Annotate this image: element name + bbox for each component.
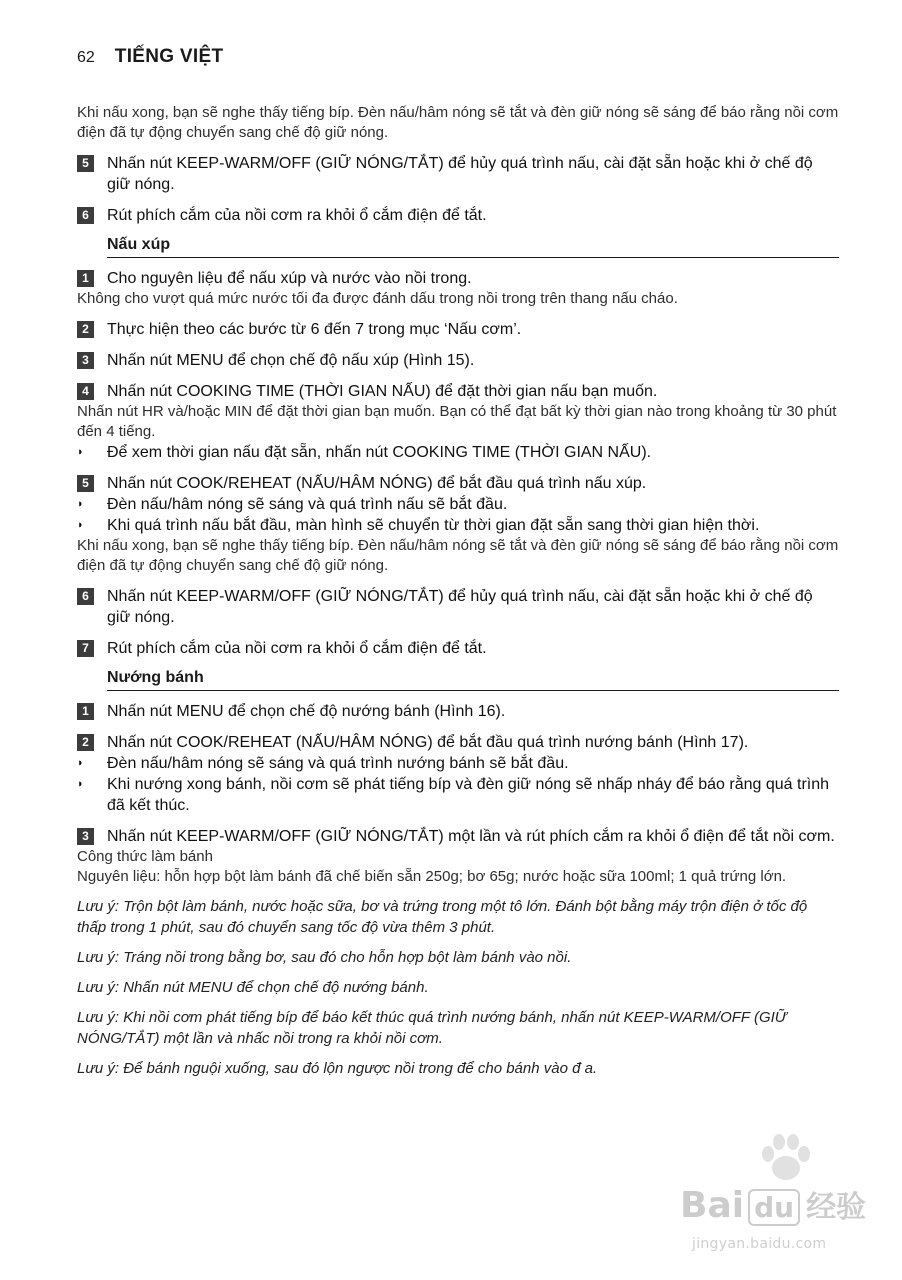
soup-step-5-bullet-1	[77, 494, 839, 515]
soup-step-4	[77, 381, 839, 402]
bullet-text: Để xem thời gian nấu đặt sẵn, nhấn nút COOKING TIME (THỜI GIAN NẤU).	[107, 444, 652, 461]
step-number: 4	[77, 383, 94, 400]
intro-note: Khi nấu xong, bạn sẽ nghe thấy tiếng bíp. Đèn nấu/hâm nóng sẽ tắt và đèn giữ nóng sẽ sáng để báo rằng nồi cơm điện đã tự động chuyển sang chế độ giữ nóng.	[77, 104, 839, 141]
baidu-watermark	[680, 1132, 890, 1272]
paw-icon	[758, 1132, 814, 1184]
soup-step-1	[77, 268, 839, 289]
soup-step-5-note: Khi nấu xong, bạn sẽ nghe thấy tiếng bíp. Đèn nấu/hâm nóng sẽ tắt và đèn giữ nóng sẽ sáng để báo rằng nồi cơm điện đã tự động chuyển sang chế độ giữ nóng.	[77, 537, 839, 574]
document-body	[77, 103, 839, 1079]
step-text: Nhấn nút COOK/REHEAT (NẤU/HÂM NÓNG) để bắt đầu quá trình nấu xúp.	[107, 475, 647, 492]
page-number: 62	[77, 49, 95, 66]
step-text: Nhấn nút KEEP-WARM/OFF (GIỮ NÓNG/TẮT) để hủy quá trình nấu, cài đặt sẵn hoặc khi ở chế độ giữ nóng.	[107, 588, 813, 626]
bullet-arrow-icon: ◗	[77, 757, 84, 769]
bullet-arrow-icon: ◗	[77, 446, 84, 458]
watermark-brand-cn: 经验	[806, 1190, 867, 1225]
soup-step-2	[77, 319, 839, 340]
soup-step-5	[77, 473, 839, 494]
baking-note: Lưu ý: Để bánh nguội xuống, sau đó lộn ngược nồi trong để cho bánh vào đ a.	[77, 1060, 598, 1077]
section-title-soup: Nấu xúp	[107, 235, 839, 258]
step-number: 6	[77, 207, 94, 224]
step-text: Nhấn nút COOKING TIME (THỜI GIAN NẤU) để đặt thời gian nấu bạn muốn.	[107, 383, 658, 400]
watermark-url: jingyan.baidu.com	[692, 1236, 827, 1252]
bullet-text: Đèn nấu/hâm nóng sẽ sáng và quá trình nấu sẽ bắt đầu.	[107, 496, 508, 513]
soup-step-7	[77, 638, 839, 659]
baking-step-2-bullet-2	[77, 774, 839, 816]
baking-step-3	[77, 826, 839, 847]
recipe-title: Công thức làm bánh	[77, 848, 213, 865]
step-text: Nhấn nút COOK/REHEAT (NẤU/HÂM NÓNG) để bắt đầu quá trình nướng bánh (Hình 17).	[107, 734, 749, 751]
bullet-text: Đèn nấu/hâm nóng sẽ sáng và quá trình nướng bánh sẽ bắt đầu.	[107, 755, 569, 772]
page-header	[77, 46, 223, 68]
step-number: 5	[77, 475, 94, 492]
baking-step-1	[77, 701, 839, 722]
intro-step-5	[77, 153, 839, 195]
step-text: Nhấn nút KEEP-WARM/OFF (GIỮ NÓNG/TẮT) một lần và rút phích cắm ra khỏi ổ điện để tắt nồi cơm.	[107, 828, 835, 845]
soup-step-4-note: Nhấn nút HR và/hoặc MIN để đặt thời gian bạn muốn. Bạn có thể đạt bất kỳ thời gian nào trong khoảng từ 30 phút đến 4 tiếng.	[77, 403, 837, 440]
step-number: 2	[77, 321, 94, 338]
page-title: TIẾNG VIỆT	[114, 46, 224, 67]
watermark-brand-left: Bai	[680, 1185, 745, 1226]
soup-step-1-note: Không cho vượt quá mức nước tối đa được đánh dấu trong nồi trong trên thang nấu cháo.	[77, 290, 678, 307]
baking-note: Lưu ý: Nhấn nút MENU để chọn chế độ nướng bánh.	[77, 979, 429, 996]
bullet-text: Khi quá trình nấu bắt đầu, màn hình sẽ chuyển từ thời gian đặt sẵn sang thời gian hiện thời.	[107, 517, 760, 534]
step-number: 5	[77, 155, 94, 172]
section-title-baking: Nướng bánh	[107, 668, 839, 691]
step-number: 1	[77, 270, 94, 287]
bullet-arrow-icon: ◗	[77, 778, 84, 790]
step-number: 1	[77, 703, 94, 720]
baking-note: Lưu ý: Tráng nồi trong bằng bơ, sau đó cho hỗn hợp bột làm bánh vào nồi.	[77, 949, 572, 966]
step-number: 6	[77, 588, 94, 605]
soup-step-4-bullet	[77, 442, 839, 463]
baking-note: Lưu ý: Trộn bột làm bánh, nước hoặc sữa, bơ và trứng trong một tô lớn. Đánh bột bằng máy trộn điện ở tốc độ thấp trong 1 phút, sau đó chuyển sang tốc độ vừa thêm 3 phút.	[77, 898, 808, 936]
step-text: Cho nguyên liệu để nấu xúp và nước vào nồi trong.	[107, 270, 472, 287]
watermark-logo	[680, 1182, 866, 1226]
soup-step-3	[77, 350, 839, 371]
baking-step-2-bullet-1	[77, 753, 839, 774]
step-text: Rút phích cắm của nồi cơm ra khỏi ổ cắm điện để tắt.	[107, 207, 487, 224]
soup-step-5-bullet-2	[77, 515, 839, 536]
bullet-arrow-icon: ◗	[77, 519, 84, 531]
step-text: Nhấn nút MENU để chọn chế độ nướng bánh (Hình 16).	[107, 703, 506, 720]
step-number: 2	[77, 734, 94, 751]
step-number: 3	[77, 352, 94, 369]
step-text: Nhấn nút MENU để chọn chế độ nấu xúp (Hình 15).	[107, 352, 475, 369]
baking-step-2	[77, 732, 839, 753]
step-text: Rút phích cắm của nồi cơm ra khỏi ổ cắm điện để tắt.	[107, 640, 487, 657]
recipe-ingredients: Nguyên liệu: hỗn hợp bột làm bánh đã chế biến sẵn 250g; bơ 65g; nước hoặc sữa 100ml; 1 quả trứng lớn.	[77, 868, 787, 885]
watermark-brand-right: du	[748, 1189, 800, 1226]
bullet-text: Khi nướng xong bánh, nồi cơm sẽ phát tiếng bíp và đèn giữ nóng sẽ nhấp nháy để báo rằng quá trình đã kết thúc.	[107, 776, 830, 814]
intro-step-6	[77, 205, 839, 226]
soup-step-6	[77, 586, 839, 628]
baking-note: Lưu ý: Khi nồi cơm phát tiếng bíp để báo kết thúc quá trình nướng bánh, nhấn nút KEEP-WARM/OFF (GIỮ NÓNG/TẮT) một lần và nhấc nồi trong ra khỏi nồi cơm.	[77, 1009, 787, 1047]
step-text: Thực hiện theo các bước từ 6 đến 7 trong mục ‘Nấu cơm’.	[107, 321, 522, 338]
step-text: Nhấn nút KEEP-WARM/OFF (GIỮ NÓNG/TẮT) để hủy quá trình nấu, cài đặt sẵn hoặc khi ở chế độ giữ nóng.	[107, 155, 813, 193]
step-number: 7	[77, 640, 94, 657]
step-number: 3	[77, 828, 94, 845]
bullet-arrow-icon: ◗	[77, 498, 84, 510]
